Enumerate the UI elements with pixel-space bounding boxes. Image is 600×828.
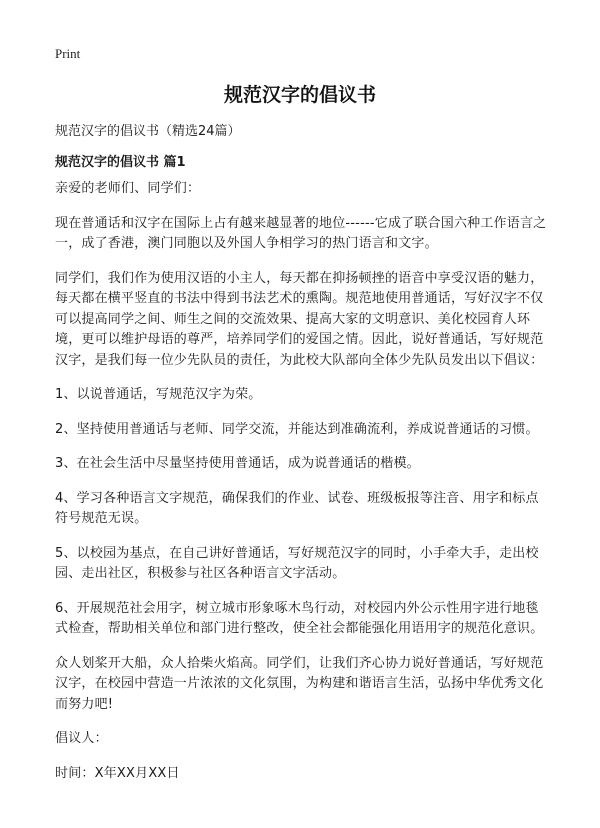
document-subtitle: 规范汉字的倡议书（精选24篇） bbox=[55, 124, 241, 139]
paragraph-intro: 现在普通话和汉字在国际上占有越来越显著的地位------它成了联合国六种工作语言之一，成了香港，澳门同胞以及外国人争相学习的热门语言和文字。 bbox=[55, 215, 547, 251]
section-heading: 规范汉字的倡议书 篇1 bbox=[55, 155, 186, 170]
page-title: 规范汉字的倡议书 bbox=[223, 84, 376, 106]
proposal-item: 3、在社会生活中尽量坚持使用普通话，成为说普通话的楷模。 bbox=[55, 456, 420, 471]
signatory-line: 倡议人： bbox=[55, 731, 108, 746]
closing-paragraph: 众人划桨开大船，众人拾柴火焰高。同学们，让我们齐心协力说好普通话，写好规范汉字，在校园中营造一片浓浓的文化氛围，为构建和谐语言生活，弘扬中华优秀文化而努力吧! bbox=[55, 655, 544, 712]
document-body bbox=[55, 179, 550, 794]
proposal-item: 2、坚持使用普通话与老师、同学交流，并能达到准确流利，养成说普通话的习惯。 bbox=[55, 421, 539, 437]
proposal-item: 6、开展规范社会用字，树立城市形象啄木鸟行动，对校园内外公示性用字进行地毯式检查，帮助相关单位和部门进行整改，使全社会都能强化用语用字的规范化意识。 bbox=[55, 600, 544, 636]
proposal-item: 5、以校园为基点，在自己讲好普通话，写好规范汉字的同时，小手牵大手，走出校园、走出社区，积极参与社区各种语言文字活动。 bbox=[55, 545, 539, 581]
print-link[interactable]: Print bbox=[55, 46, 81, 61]
greeting: 亲爱的老师们、同学们： bbox=[55, 181, 201, 196]
proposal-item: 1、以说普通话，写规范汉字为荣。 bbox=[55, 387, 262, 402]
date-line: 时间：X年XX月XX日 bbox=[55, 765, 180, 781]
proposal-item: 4、学习各种语言文字规范，确保我们的作业、试卷、班级板报等注音、用字和标点符号规范无误。 bbox=[55, 490, 539, 526]
paragraph-main: 同学们，我们作为使用汉语的小主人，每天都在抑扬顿挫的语音中享受汉语的魅力，每天都在横平竖直的书法中得到书法艺术的熏陶。规范地使用普通话，写好汉字不仅可以提高同学之间、师生之间的交流效果、提高大家的文明意识、美化校园育人环境，更可以维护母语的尊严，培养同学们的爱国之情。因此，说好普通话，写好规范汉字，是我们每一位少先队员的责任，为此校大队部向全体少先队员发出以下倡议： bbox=[55, 270, 544, 368]
